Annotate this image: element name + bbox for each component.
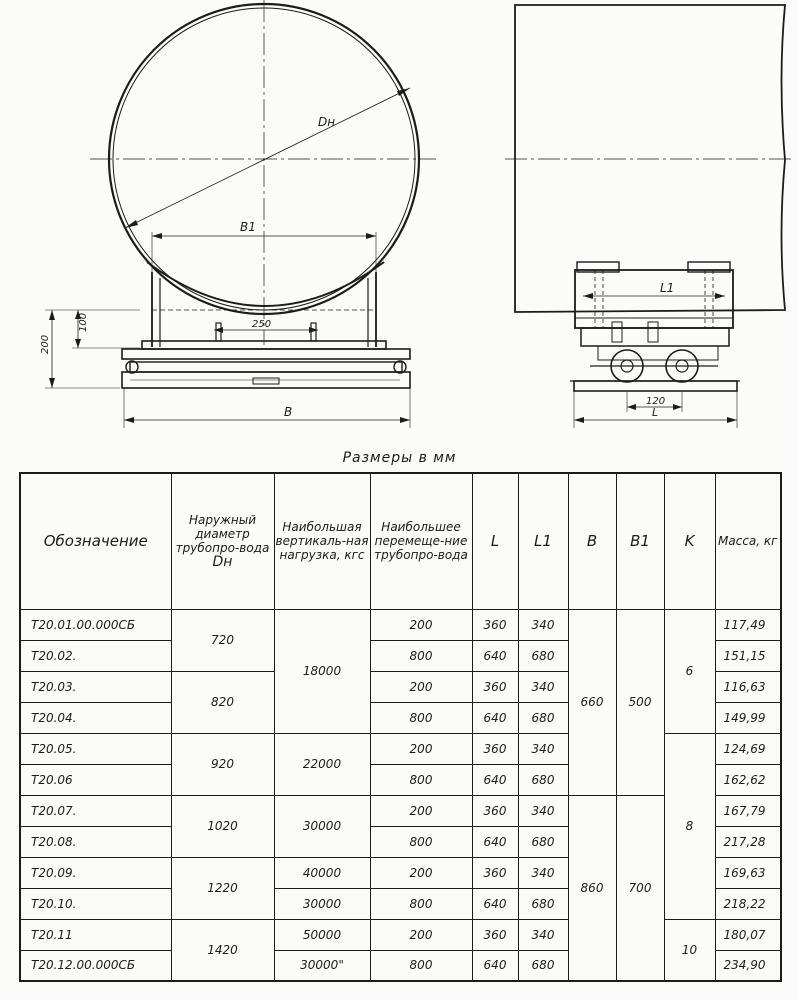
designation-cell: Т20.03.	[20, 671, 171, 702]
l-cell: 640	[472, 950, 518, 981]
diameter-cell: 1020	[171, 795, 274, 857]
header-row	[20, 473, 781, 609]
header-k: K	[664, 473, 715, 609]
displacement-cell: 800	[370, 764, 472, 795]
load-cell: 18000	[274, 609, 370, 733]
load-cell: 30000	[274, 795, 370, 857]
load-cell: 30000	[274, 888, 370, 919]
diameter-cell: 1420	[171, 919, 274, 981]
mass-cell: 124,69	[715, 733, 781, 764]
load-cell: 22000	[274, 733, 370, 795]
b1-cell: 500	[616, 609, 664, 795]
spec-table	[19, 472, 782, 982]
label-b: B	[284, 405, 293, 419]
l1-cell: 680	[518, 702, 568, 733]
displacement-cell: 200	[370, 919, 472, 950]
mass-cell: 234,90	[715, 950, 781, 981]
table-row	[20, 733, 781, 764]
displacement-cell: 200	[370, 609, 472, 640]
header-b1: B1	[616, 473, 664, 609]
load-cell: 40000	[274, 857, 370, 888]
designation-cell: Т20.05.	[20, 733, 171, 764]
label-l1: L1	[660, 281, 675, 295]
b1-cell: 700	[616, 795, 664, 981]
k-cell: 10	[664, 919, 715, 981]
designation-cell: Т20.07.	[20, 795, 171, 826]
l-cell: 360	[472, 671, 518, 702]
side-view	[505, 5, 795, 428]
mass-cell: 149,99	[715, 702, 781, 733]
displacement-cell: 200	[370, 733, 472, 764]
k-cell: 6	[664, 609, 715, 733]
designation-cell: Т20.02.	[20, 640, 171, 671]
mass-cell: 116,63	[715, 671, 781, 702]
diameter-cell: 820	[171, 671, 274, 733]
diameter-cell: 920	[171, 733, 274, 795]
l-cell: 360	[472, 795, 518, 826]
label-b1: B1	[240, 220, 256, 234]
diameter-dimension	[125, 88, 410, 228]
l1-cell: 340	[518, 671, 568, 702]
l1-cell: 340	[518, 733, 568, 764]
label-l: L	[652, 406, 659, 419]
table-row	[20, 609, 781, 640]
l-cell: 640	[472, 826, 518, 857]
displacement-cell: 800	[370, 702, 472, 733]
header-b: B	[568, 473, 616, 609]
load-cell: 50000	[274, 919, 370, 950]
l-cell: 360	[472, 857, 518, 888]
k-cell: 8	[664, 733, 715, 919]
header-outer-diameter-symbol: Dн	[212, 554, 233, 571]
header-max-displacement: Наибольшее перемеще-ние трубопро-вода	[370, 473, 472, 609]
designation-cell: Т20.04.	[20, 702, 171, 733]
roller-beam	[130, 362, 402, 372]
l-cell: 640	[472, 702, 518, 733]
label-120: 120	[646, 396, 666, 407]
designation-cell: Т20.12.00.000СБ	[20, 950, 171, 981]
diameter-cell: 720	[171, 609, 274, 671]
l1-cell: 680	[518, 888, 568, 919]
header-designation: Обозначение	[20, 473, 171, 609]
b-cell: 660	[568, 609, 616, 795]
mass-cell: 218,22	[715, 888, 781, 919]
displacement-cell: 800	[370, 950, 472, 981]
l-cell: 360	[472, 609, 518, 640]
diameter-cell: 1220	[171, 857, 274, 919]
cradle	[147, 262, 384, 306]
displacement-cell: 200	[370, 671, 472, 702]
displacement-cell: 800	[370, 640, 472, 671]
displacement-cell: 800	[370, 826, 472, 857]
l1-cell: 680	[518, 764, 568, 795]
l1-cell: 680	[518, 640, 568, 671]
l1-cell: 340	[518, 919, 568, 950]
label-100: 100	[78, 312, 89, 332]
label-250: 250	[252, 319, 272, 330]
header-l: L	[472, 473, 518, 609]
displacement-cell: 200	[370, 795, 472, 826]
units-note: Размеры в мм	[342, 450, 457, 466]
displacement-cell: 200	[370, 857, 472, 888]
designation-cell: Т20.01.00.000СБ	[20, 609, 171, 640]
l-cell: 640	[472, 888, 518, 919]
mass-cell: 169,63	[715, 857, 781, 888]
pipe-side	[515, 5, 785, 312]
side-base	[574, 381, 737, 391]
mass-cell: 117,49	[715, 609, 781, 640]
mass-cell: 180,07	[715, 919, 781, 950]
l1-cell: 340	[518, 609, 568, 640]
designation-cell: Т20.06	[20, 764, 171, 795]
header-l1: L1	[518, 473, 568, 609]
designation-cell: Т20.10.	[20, 888, 171, 919]
mass-cell: 217,28	[715, 826, 781, 857]
designation-cell: Т20.11	[20, 919, 171, 950]
label-200: 200	[40, 334, 51, 354]
mass-cell: 151,15	[715, 640, 781, 671]
header-mass: Масса, кг	[715, 473, 781, 609]
load-cell: 30000"	[274, 950, 370, 981]
l1-cell: 680	[518, 826, 568, 857]
mass-cell: 167,79	[715, 795, 781, 826]
l1-cell: 340	[518, 795, 568, 826]
label-dn: Dн	[318, 115, 336, 129]
l1-cell: 340	[518, 857, 568, 888]
l-cell: 640	[472, 640, 518, 671]
displacement-cell: 800	[370, 888, 472, 919]
front-view	[45, 0, 436, 428]
designation-cell: Т20.09.	[20, 857, 171, 888]
l-cell: 360	[472, 919, 518, 950]
l1-cell: 680	[518, 950, 568, 981]
header-max-load: Наибольшая вертикаль-ная нагрузка, кгс	[274, 473, 370, 609]
header-outer-diameter	[171, 473, 274, 609]
b-cell: 860	[568, 795, 616, 981]
header-outer-diameter-text: Наружный диаметр трубопро-вода	[175, 513, 270, 556]
l-cell: 360	[472, 733, 518, 764]
mass-cell: 162,62	[715, 764, 781, 795]
table-row	[20, 919, 781, 950]
l-cell: 640	[472, 764, 518, 795]
technical-drawing	[0, 0, 799, 450]
support-frame	[575, 270, 733, 328]
designation-cell: Т20.08.	[20, 826, 171, 857]
